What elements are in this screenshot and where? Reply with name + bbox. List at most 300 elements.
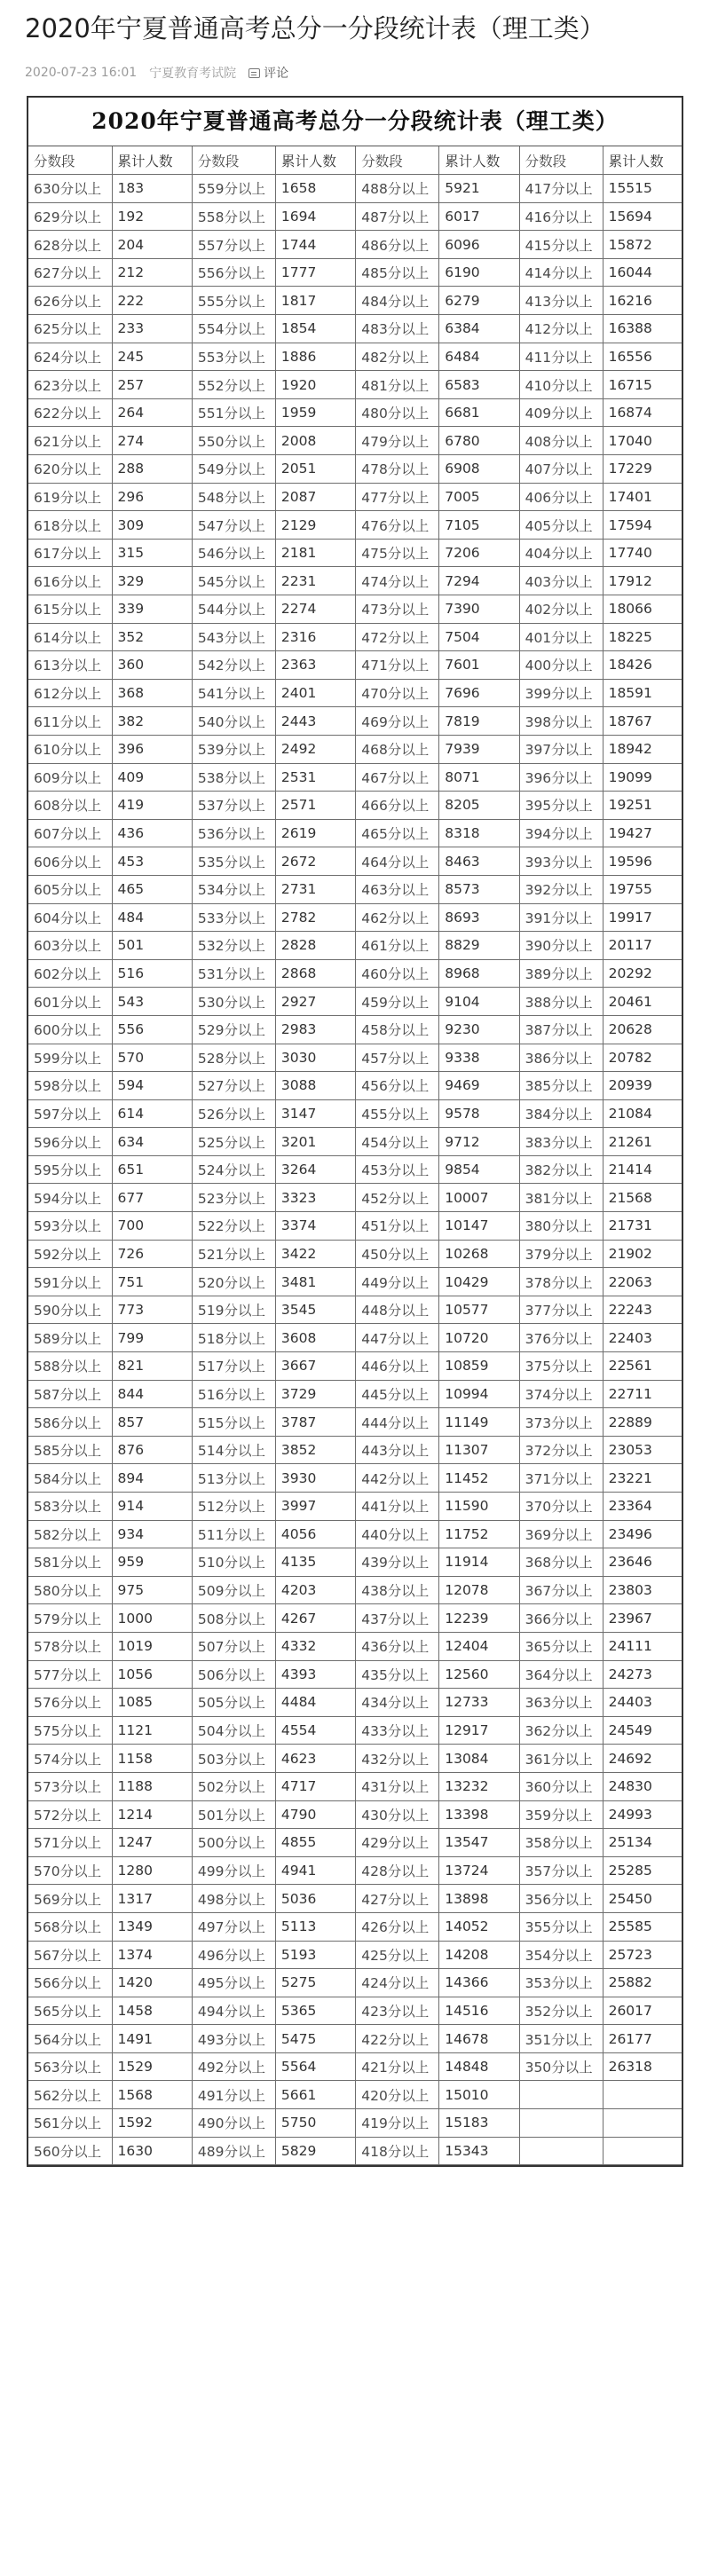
cumulative-count-cell: 1959 <box>275 398 355 427</box>
cumulative-count-cell: 4267 <box>275 1604 355 1633</box>
cumulative-count-cell: 570 <box>112 1044 192 1072</box>
cumulative-count-cell: 1694 <box>275 202 355 231</box>
cumulative-count-cell: 11752 <box>439 1520 519 1548</box>
score-range-cell: 464分以上 <box>356 847 439 876</box>
cumulative-count-cell: 4332 <box>275 1632 355 1660</box>
score-range-cell: 581分以上 <box>28 1548 112 1577</box>
score-range-cell: 592分以上 <box>28 1240 112 1268</box>
score-range-cell: 446分以上 <box>356 1352 439 1381</box>
score-range-cell: 368分以上 <box>519 1548 603 1577</box>
cumulative-count-cell: 19917 <box>603 903 682 932</box>
cumulative-count-cell: 1349 <box>112 1912 192 1941</box>
score-range-cell: 505分以上 <box>192 1689 275 1717</box>
score-range-cell <box>519 2081 603 2109</box>
score-range-cell: 443分以上 <box>356 1436 439 1464</box>
header-score-range: 分数段 <box>192 146 275 175</box>
table-row <box>28 258 682 287</box>
cumulative-count-cell: 23803 <box>603 1576 682 1604</box>
score-range-cell: 565分以上 <box>28 1997 112 2025</box>
score-range-cell: 388分以上 <box>519 988 603 1016</box>
score-range-cell: 485分以上 <box>356 258 439 287</box>
score-range-cell: 545分以上 <box>192 567 275 595</box>
table-row <box>28 819 682 847</box>
score-range-cell: 538分以上 <box>192 763 275 792</box>
cumulative-count-cell: 6583 <box>439 371 519 399</box>
score-range-cell: 409分以上 <box>519 398 603 427</box>
score-range-cell: 470分以上 <box>356 679 439 707</box>
score-range-cell: 418分以上 <box>356 2137 439 2165</box>
score-range-cell: 564分以上 <box>28 2025 112 2053</box>
cumulative-count-cell: 436 <box>112 819 192 847</box>
cumulative-count-cell: 13724 <box>439 1856 519 1885</box>
cumulative-count-cell: 4941 <box>275 1856 355 1885</box>
score-range-cell: 396分以上 <box>519 763 603 792</box>
cumulative-count-cell: 419 <box>112 792 192 820</box>
cumulative-count-cell: 2316 <box>275 623 355 651</box>
score-range-cell: 542分以上 <box>192 651 275 680</box>
score-range-cell: 427分以上 <box>356 1885 439 1913</box>
score-range-cell: 555分以上 <box>192 287 275 315</box>
score-range-cell: 436分以上 <box>356 1632 439 1660</box>
cumulative-count-cell: 15343 <box>439 2137 519 2165</box>
cumulative-count-cell: 634 <box>112 1128 192 1156</box>
score-range-cell: 488分以上 <box>356 175 439 203</box>
table-row <box>28 1380 682 1408</box>
score-range-cell: 522分以上 <box>192 1212 275 1241</box>
cumulative-count-cell: 7601 <box>439 651 519 680</box>
score-range-cell <box>519 2109 603 2138</box>
score-range-cell: 362分以上 <box>519 1716 603 1745</box>
score-range-cell: 354分以上 <box>519 1941 603 1969</box>
table-row <box>28 398 682 427</box>
score-range-cell: 570分以上 <box>28 1856 112 1885</box>
table-row <box>28 1829 682 1857</box>
score-range-cell: 351分以上 <box>519 2025 603 2053</box>
score-range-cell: 411分以上 <box>519 343 603 371</box>
cumulative-count-cell: 1019 <box>112 1632 192 1660</box>
table-row <box>28 1856 682 1885</box>
cumulative-count-cell: 594 <box>112 1072 192 1100</box>
score-range-cell: 563分以上 <box>28 2052 112 2081</box>
cumulative-count-cell: 2571 <box>275 792 355 820</box>
cumulative-count-cell: 360 <box>112 651 192 680</box>
score-range-cell: 621分以上 <box>28 427 112 455</box>
score-range-cell: 433分以上 <box>356 1716 439 1745</box>
cumulative-count-cell: 22243 <box>603 1296 682 1324</box>
cumulative-count-cell: 21084 <box>603 1099 682 1128</box>
score-range-cell: 450分以上 <box>356 1240 439 1268</box>
cumulative-count-cell: 16556 <box>603 343 682 371</box>
cumulative-count-cell: 257 <box>112 371 192 399</box>
score-range-cell: 357分以上 <box>519 1856 603 1885</box>
cumulative-count-cell: 19596 <box>603 847 682 876</box>
score-range-cell: 469分以上 <box>356 707 439 736</box>
cumulative-count-cell: 23646 <box>603 1548 682 1577</box>
cumulative-count-cell: 9338 <box>439 1044 519 1072</box>
table-title: 2020年宁夏普通高考总分一分段统计表（理工类） <box>28 98 682 146</box>
score-range-cell: 457分以上 <box>356 1044 439 1072</box>
cumulative-count-cell: 6484 <box>439 343 519 371</box>
cumulative-count-cell: 959 <box>112 1548 192 1577</box>
cumulative-count-cell: 24403 <box>603 1689 682 1717</box>
cumulative-count-cell: 1085 <box>112 1689 192 1717</box>
cumulative-count-cell: 13547 <box>439 1829 519 1857</box>
score-range-cell: 604分以上 <box>28 903 112 932</box>
table-row <box>28 1493 682 1521</box>
cumulative-count-cell: 2401 <box>275 679 355 707</box>
cumulative-count-cell: 15010 <box>439 2081 519 2109</box>
cumulative-count-cell: 368 <box>112 679 192 707</box>
score-range-cell: 594分以上 <box>28 1184 112 1212</box>
score-range-cell: 584分以上 <box>28 1464 112 1493</box>
cumulative-count-cell: 5661 <box>275 2081 355 2109</box>
table-row <box>28 1689 682 1717</box>
header-score-range: 分数段 <box>28 146 112 175</box>
cumulative-count-cell: 8968 <box>439 959 519 988</box>
table-row <box>28 1015 682 1044</box>
score-range-cell: 447分以上 <box>356 1324 439 1352</box>
score-range-cell: 599分以上 <box>28 1044 112 1072</box>
score-range-cell: 453分以上 <box>356 1155 439 1184</box>
table-row <box>28 1800 682 1829</box>
score-range-cell: 367分以上 <box>519 1576 603 1604</box>
score-range-cell: 424分以上 <box>356 1969 439 1997</box>
cumulative-count-cell: 14516 <box>439 1997 519 2025</box>
score-range-cell: 620分以上 <box>28 455 112 484</box>
cumulative-count-cell: 204 <box>112 231 192 259</box>
score-range-cell: 531分以上 <box>192 959 275 988</box>
cumulative-count-cell: 11914 <box>439 1548 519 1577</box>
score-range-cell: 551分以上 <box>192 398 275 427</box>
cumulative-count-cell: 296 <box>112 483 192 511</box>
cumulative-count-cell: 894 <box>112 1464 192 1493</box>
cumulative-count-cell: 6017 <box>439 202 519 231</box>
score-range-cell: 466分以上 <box>356 792 439 820</box>
score-range-cell: 612分以上 <box>28 679 112 707</box>
table-row <box>28 1099 682 1128</box>
cumulative-count-cell: 315 <box>112 539 192 567</box>
score-range-cell: 578分以上 <box>28 1632 112 1660</box>
score-range-cell: 530分以上 <box>192 988 275 1016</box>
score-range-cell: 557分以上 <box>192 231 275 259</box>
table-row <box>28 1941 682 1969</box>
score-range-cell: 626分以上 <box>28 287 112 315</box>
cumulative-count-cell: 5036 <box>275 1885 355 1913</box>
cumulative-count-cell: 5921 <box>439 175 519 203</box>
score-range-cell: 567分以上 <box>28 1941 112 1969</box>
cumulative-count-cell: 516 <box>112 959 192 988</box>
table-row <box>28 1576 682 1604</box>
cumulative-count-cell: 614 <box>112 1099 192 1128</box>
cumulative-count-cell: 3088 <box>275 1072 355 1100</box>
score-range-cell: 514分以上 <box>192 1436 275 1464</box>
table-row <box>28 595 682 624</box>
cumulative-count-cell: 15183 <box>439 2109 519 2138</box>
table-row <box>28 1772 682 1800</box>
cumulative-count-cell: 4717 <box>275 1772 355 1800</box>
cumulative-count-cell: 18426 <box>603 651 682 680</box>
cumulative-count-cell: 2443 <box>275 707 355 736</box>
table-row <box>28 511 682 540</box>
cumulative-count-cell: 1854 <box>275 315 355 343</box>
cumulative-count-cell: 19251 <box>603 792 682 820</box>
score-range-cell: 611分以上 <box>28 707 112 736</box>
score-range-cell: 561分以上 <box>28 2109 112 2138</box>
score-range-cell: 517分以上 <box>192 1352 275 1381</box>
score-range-cell: 360分以上 <box>519 1772 603 1800</box>
score-range-cell: 603分以上 <box>28 932 112 960</box>
cumulative-count-cell: 1777 <box>275 258 355 287</box>
score-range-cell: 400分以上 <box>519 651 603 680</box>
score-range-cell: 515分以上 <box>192 1408 275 1437</box>
table-row <box>28 1352 682 1381</box>
cumulative-count-cell: 22403 <box>603 1324 682 1352</box>
score-range-cell: 500分以上 <box>192 1829 275 1857</box>
cumulative-count-cell: 13898 <box>439 1885 519 1913</box>
cumulative-count-cell: 1920 <box>275 371 355 399</box>
cumulative-count-cell: 20782 <box>603 1044 682 1072</box>
table-row <box>28 202 682 231</box>
score-range-cell: 541分以上 <box>192 679 275 707</box>
cumulative-count-cell: 10147 <box>439 1212 519 1241</box>
cumulative-count-cell: 4623 <box>275 1745 355 1773</box>
cumulative-count-cell: 2231 <box>275 567 355 595</box>
table-row <box>28 287 682 315</box>
cumulative-count-cell: 8318 <box>439 819 519 847</box>
score-range-cell: 366分以上 <box>519 1604 603 1633</box>
cumulative-count-cell: 3147 <box>275 1099 355 1128</box>
table-row <box>28 427 682 455</box>
cumulative-count-cell <box>603 2081 682 2109</box>
score-range-cell: 441分以上 <box>356 1493 439 1521</box>
cumulative-count-cell: 382 <box>112 707 192 736</box>
cumulative-count-cell: 233 <box>112 315 192 343</box>
cumulative-count-cell: 13398 <box>439 1800 519 1829</box>
cumulative-count-cell: 18225 <box>603 623 682 651</box>
score-table-image <box>27 96 683 2167</box>
score-range-cell: 574分以上 <box>28 1745 112 1773</box>
score-range-cell: 606分以上 <box>28 847 112 876</box>
cumulative-count-cell: 16715 <box>603 371 682 399</box>
table-row <box>28 1155 682 1184</box>
score-range-cell: 622分以上 <box>28 398 112 427</box>
cumulative-count-cell: 2731 <box>275 875 355 903</box>
score-range-cell: 544分以上 <box>192 595 275 624</box>
score-range-cell: 627分以上 <box>28 258 112 287</box>
score-range-cell: 533分以上 <box>192 903 275 932</box>
score-range-cell: 373分以上 <box>519 1408 603 1437</box>
score-range-cell: 489分以上 <box>192 2137 275 2165</box>
cumulative-count-cell: 7294 <box>439 567 519 595</box>
score-range-cell: 562分以上 <box>28 2081 112 2109</box>
cumulative-count-cell: 10429 <box>439 1268 519 1296</box>
cumulative-count-cell: 2492 <box>275 735 355 763</box>
header-score-range: 分数段 <box>519 146 603 175</box>
score-range-cell <box>519 2137 603 2165</box>
score-range-cell: 588分以上 <box>28 1352 112 1381</box>
cumulative-count-cell: 22711 <box>603 1380 682 1408</box>
article-source[interactable]: 宁夏教育考试院 <box>149 67 237 81</box>
score-range-cell: 547分以上 <box>192 511 275 540</box>
score-range-cell: 445分以上 <box>356 1380 439 1408</box>
score-range-cell: 462分以上 <box>356 903 439 932</box>
cumulative-count-cell: 1744 <box>275 231 355 259</box>
score-range-cell: 412分以上 <box>519 315 603 343</box>
score-range-cell: 513分以上 <box>192 1464 275 1493</box>
cumulative-count-cell: 8463 <box>439 847 519 876</box>
score-range-cell: 506分以上 <box>192 1660 275 1689</box>
score-range-cell: 476分以上 <box>356 511 439 540</box>
score-range-cell: 363分以上 <box>519 1689 603 1717</box>
table-row <box>28 847 682 876</box>
cumulative-count-cell: 3545 <box>275 1296 355 1324</box>
score-range-cell: 508分以上 <box>192 1604 275 1633</box>
cumulative-count-cell: 9104 <box>439 988 519 1016</box>
cumulative-count-cell: 3787 <box>275 1408 355 1437</box>
cumulative-count-cell: 484 <box>112 903 192 932</box>
score-range-cell: 550分以上 <box>192 427 275 455</box>
cumulative-count-cell: 23496 <box>603 1520 682 1548</box>
score-range-cell: 484分以上 <box>356 287 439 315</box>
cumulative-count-cell: 25882 <box>603 1969 682 1997</box>
cumulative-count-cell: 7390 <box>439 595 519 624</box>
cumulative-count-cell: 1886 <box>275 343 355 371</box>
cumulative-count-cell: 17229 <box>603 455 682 484</box>
cumulative-count-cell: 5750 <box>275 2109 355 2138</box>
score-range-cell: 452分以上 <box>356 1184 439 1212</box>
score-range-cell: 405分以上 <box>519 511 603 540</box>
score-range-cell: 429分以上 <box>356 1829 439 1857</box>
table-row <box>28 1436 682 1464</box>
cumulative-count-cell: 10720 <box>439 1324 519 1352</box>
score-range-cell: 597分以上 <box>28 1099 112 1128</box>
cumulative-count-cell: 23967 <box>603 1604 682 1633</box>
table-row <box>28 567 682 595</box>
cumulative-count-cell: 21731 <box>603 1212 682 1241</box>
score-range-cell: 546分以上 <box>192 539 275 567</box>
score-range-cell: 624分以上 <box>28 343 112 371</box>
score-range-cell: 395分以上 <box>519 792 603 820</box>
cumulative-count-cell: 12239 <box>439 1604 519 1633</box>
cumulative-count-cell: 7696 <box>439 679 519 707</box>
score-range-cell: 472分以上 <box>356 623 439 651</box>
table-row <box>28 1324 682 1352</box>
article-headline: 2020年宁夏普通高考总分一分段统计表（理工类） <box>25 13 605 43</box>
score-range-cell: 474分以上 <box>356 567 439 595</box>
cumulative-count-cell: 9230 <box>439 1015 519 1044</box>
table-row <box>28 343 682 371</box>
cumulative-count-cell: 1568 <box>112 2081 192 2109</box>
table-row <box>28 1997 682 2025</box>
score-range-cell: 614分以上 <box>28 623 112 651</box>
score-range-cell: 479分以上 <box>356 427 439 455</box>
cumulative-count-cell: 329 <box>112 567 192 595</box>
score-range-cell: 510分以上 <box>192 1548 275 1577</box>
cumulative-count-cell: 12404 <box>439 1632 519 1660</box>
cumulative-count-cell: 751 <box>112 1268 192 1296</box>
cumulative-count-cell: 1188 <box>112 1772 192 1800</box>
score-range-cell: 492分以上 <box>192 2052 275 2081</box>
cumulative-count-cell: 4135 <box>275 1548 355 1577</box>
cumulative-count-cell: 700 <box>112 1212 192 1241</box>
table-row <box>28 1240 682 1268</box>
cumulative-count-cell: 13232 <box>439 1772 519 1800</box>
cumulative-count-cell: 16874 <box>603 398 682 427</box>
score-range-cell: 613分以上 <box>28 651 112 680</box>
cumulative-count-cell: 4855 <box>275 1829 355 1857</box>
cumulative-count-cell: 409 <box>112 763 192 792</box>
header-cumulative-count: 累计人数 <box>275 146 355 175</box>
score-range-cell: 381分以上 <box>519 1184 603 1212</box>
score-range-cell: 593分以上 <box>28 1212 112 1241</box>
score-range-cell: 358分以上 <box>519 1829 603 1857</box>
score-range-cell: 459分以上 <box>356 988 439 1016</box>
cumulative-count-cell: 22063 <box>603 1268 682 1296</box>
score-range-cell: 497分以上 <box>192 1912 275 1941</box>
score-range-cell: 549分以上 <box>192 455 275 484</box>
cumulative-count-cell: 25285 <box>603 1856 682 1885</box>
score-range-cell: 414分以上 <box>519 258 603 287</box>
cumulative-count-cell: 5475 <box>275 2025 355 2053</box>
cumulative-count-cell: 3608 <box>275 1324 355 1352</box>
score-range-cell: 467分以上 <box>356 763 439 792</box>
score-range-cell: 491分以上 <box>192 2081 275 2109</box>
cumulative-count-cell: 1247 <box>112 1829 192 1857</box>
cumulative-count-cell: 1491 <box>112 2025 192 2053</box>
score-range-cell: 432分以上 <box>356 1745 439 1773</box>
cumulative-count-cell: 24692 <box>603 1745 682 1773</box>
score-range-cell: 392分以上 <box>519 875 603 903</box>
cumulative-count-cell: 20939 <box>603 1072 682 1100</box>
score-range-cell: 502分以上 <box>192 1772 275 1800</box>
score-range-cell: 408分以上 <box>519 427 603 455</box>
cumulative-count-cell: 1420 <box>112 1969 192 1997</box>
score-range-cell: 475分以上 <box>356 539 439 567</box>
score-range-cell: 419分以上 <box>356 2109 439 2138</box>
score-range-cell: 410分以上 <box>519 371 603 399</box>
score-range-cell: 519分以上 <box>192 1296 275 1324</box>
score-range-cell: 527分以上 <box>192 1072 275 1100</box>
cumulative-count-cell: 3729 <box>275 1380 355 1408</box>
score-range-cell: 585分以上 <box>28 1436 112 1464</box>
score-range-cell: 532分以上 <box>192 932 275 960</box>
table-row <box>28 1885 682 1913</box>
table-row <box>28 1716 682 1745</box>
table-row <box>28 1044 682 1072</box>
header-cumulative-count: 累计人数 <box>603 146 682 175</box>
cumulative-count-cell: 934 <box>112 1520 192 1548</box>
table-row <box>28 1296 682 1324</box>
score-range-cell: 504分以上 <box>192 1716 275 1745</box>
table-row <box>28 875 682 903</box>
score-range-cell: 454分以上 <box>356 1128 439 1156</box>
cumulative-count-cell: 1214 <box>112 1800 192 1829</box>
score-range-cell: 423分以上 <box>356 1997 439 2025</box>
score-range-cell: 371分以上 <box>519 1464 603 1493</box>
score-range-cell: 473分以上 <box>356 595 439 624</box>
score-range-cell: 602分以上 <box>28 959 112 988</box>
score-range-cell: 385分以上 <box>519 1072 603 1100</box>
table-row <box>28 1268 682 1296</box>
cumulative-count-cell: 22561 <box>603 1352 682 1381</box>
cumulative-count-cell: 10994 <box>439 1380 519 1408</box>
cumulative-count-cell: 2087 <box>275 483 355 511</box>
cumulative-count-cell: 21902 <box>603 1240 682 1268</box>
comment-button[interactable] <box>248 64 288 82</box>
score-range-cell: 383分以上 <box>519 1128 603 1156</box>
score-range-cell: 415分以上 <box>519 231 603 259</box>
score-range-cell: 548分以上 <box>192 483 275 511</box>
